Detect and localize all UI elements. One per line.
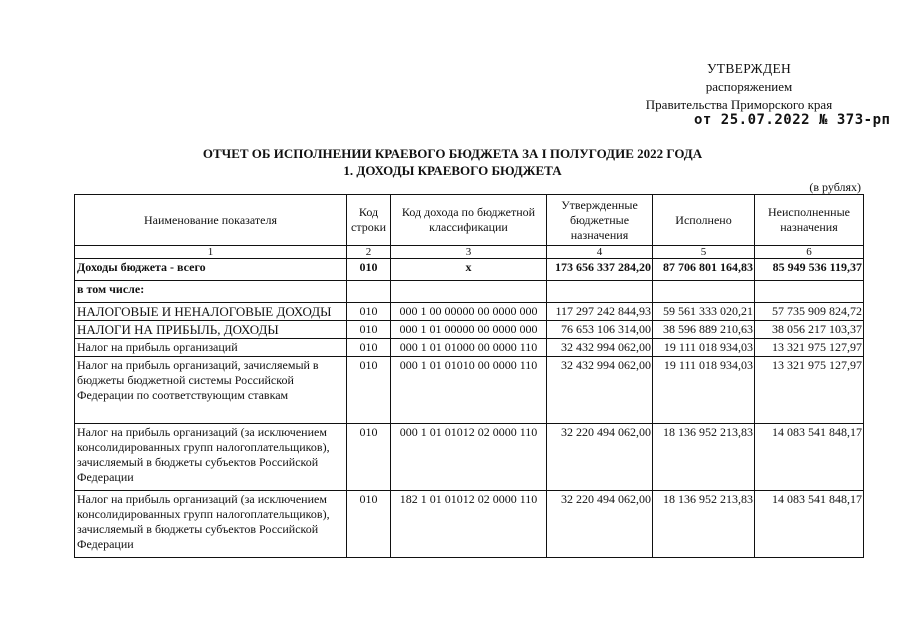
index-cell: 6 [755, 246, 864, 259]
index-cell: 1 [75, 246, 347, 259]
row-income-code [391, 281, 547, 303]
row-remaining: 14 083 541 848,17 [755, 491, 864, 558]
row-line-code: 010 [347, 357, 391, 424]
approval-title: УТВЕРЖДЕН [706, 61, 792, 76]
row-remaining: 14 083 541 848,17 [755, 424, 864, 491]
table-row [75, 424, 864, 491]
row-line-code: 010 [347, 339, 391, 357]
table-row [75, 357, 864, 424]
table-row [75, 339, 864, 357]
header-row [75, 195, 864, 246]
approval-order: распоряжением [705, 79, 793, 94]
unit-label: (в рублях) [809, 180, 861, 194]
row-remaining: 13 321 975 127,97 [755, 357, 864, 424]
row-income-code: 182 1 01 01012 02 0000 110 [391, 491, 547, 558]
row-line-code: 010 [347, 303, 391, 321]
row-name: НАЛОГИ НА ПРИБЫЛЬ, ДОХОДЫ [75, 321, 347, 339]
row-name: Налог на прибыль организаций (за исключением консолидированных групп налогоплательщиков), зачисляемый в бюджеты субъектов Российской Федерации [75, 424, 347, 491]
approval-block [639, 60, 859, 114]
index-cell: 5 [653, 246, 755, 259]
row-line-code: 010 [347, 491, 391, 558]
row-income-code: 000 1 01 01000 00 0000 110 [391, 339, 547, 357]
report-subtitle: 1. ДОХОДЫ КРАЕВОГО БЮДЖЕТА [343, 163, 562, 178]
income-table [74, 194, 864, 558]
row-remaining [755, 281, 864, 303]
row-name: Налог на прибыль организаций [75, 339, 347, 357]
header-name: Наименование показателя [75, 195, 347, 246]
index-cell: 3 [391, 246, 547, 259]
row-name: Доходы бюджета - всего [75, 259, 347, 281]
row-line-code: 010 [347, 321, 391, 339]
row-remaining: 57 735 909 824,72 [755, 303, 864, 321]
table-row [75, 259, 864, 281]
approval-stamp: от 25.07.2022 № 373-рп [694, 112, 891, 128]
row-approved: 32 432 994 062,00 [547, 339, 653, 357]
table-row [75, 281, 864, 303]
header-executed: Исполнено [653, 195, 755, 246]
approval-authority: Правительства Приморского края [645, 97, 833, 112]
row-income-code: 000 1 01 01010 00 0000 110 [391, 357, 547, 424]
row-approved: 117 297 242 844,93 [547, 303, 653, 321]
row-executed [653, 281, 755, 303]
table-row [75, 321, 864, 339]
row-approved: 173 656 337 284,20 [547, 259, 653, 281]
header-income-code: Код дохода по бюджетной классификации [391, 195, 547, 246]
report-title: ОТЧЕТ ОБ ИСПОЛНЕНИИ КРАЕВОГО БЮДЖЕТА ЗА I ПОЛУГОДИЕ 2022 ГОДА [202, 146, 703, 161]
table-row [75, 303, 864, 321]
header-line-code: Код строки [347, 195, 391, 246]
row-income-code: 000 1 00 00000 00 0000 000 [391, 303, 547, 321]
row-approved: 32 220 494 062,00 [547, 491, 653, 558]
row-remaining: 38 056 217 103,37 [755, 321, 864, 339]
row-executed: 18 136 952 213,83 [653, 424, 755, 491]
report-heading [0, 145, 905, 179]
row-line-code: 010 [347, 424, 391, 491]
row-line-code: 010 [347, 259, 391, 281]
row-approved: 32 220 494 062,00 [547, 424, 653, 491]
row-approved [547, 281, 653, 303]
row-executed: 19 111 018 934,03 [653, 357, 755, 424]
row-executed: 87 706 801 164,83 [653, 259, 755, 281]
index-cell: 2 [347, 246, 391, 259]
row-executed: 19 111 018 934,03 [653, 339, 755, 357]
row-approved: 32 432 994 062,00 [547, 357, 653, 424]
row-name: Налог на прибыль организаций (за исключением консолидированных групп налогоплательщиков), зачисляемый в бюджеты субъектов Российской Федерации [75, 491, 347, 558]
header-remaining: Неисполненные назначения [755, 195, 864, 246]
row-executed: 59 561 333 020,21 [653, 303, 755, 321]
row-income-code: 000 1 01 00000 00 0000 000 [391, 321, 547, 339]
row-name: в том числе: [75, 281, 347, 303]
header-approved: Утвержденные бюджетные назначения [547, 195, 653, 246]
row-name: НАЛОГОВЫЕ И НЕНАЛОГОВЫЕ ДОХОДЫ [75, 303, 347, 321]
row-name: Налог на прибыль организаций, зачисляемый в бюджеты бюджетной системы Российской Федерации по соответствующим ставкам [75, 357, 347, 424]
row-line-code [347, 281, 391, 303]
row-remaining: 85 949 536 119,37 [755, 259, 864, 281]
index-cell: 4 [547, 246, 653, 259]
row-executed: 18 136 952 213,83 [653, 491, 755, 558]
row-executed: 38 596 889 210,63 [653, 321, 755, 339]
table-row [75, 491, 864, 558]
row-income-code: 000 1 01 01012 02 0000 110 [391, 424, 547, 491]
row-approved: 76 653 106 314,00 [547, 321, 653, 339]
index-row [75, 246, 864, 259]
row-remaining: 13 321 975 127,97 [755, 339, 864, 357]
row-income-code: x [391, 259, 547, 281]
